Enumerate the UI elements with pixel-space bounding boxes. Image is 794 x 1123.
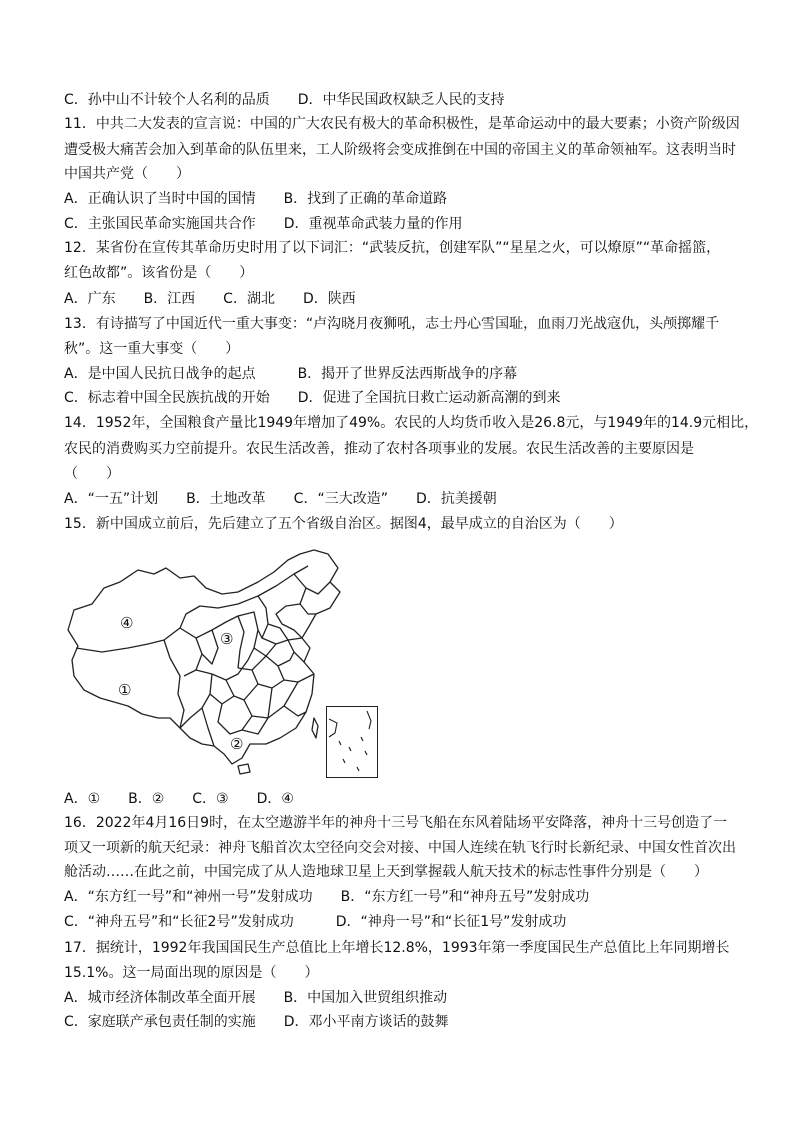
text-line: 中国共产党（ ）	[64, 166, 190, 182]
text-line: 11．中共二大发表的宣言说：中国的广大农民有极大的革命积极性，是革命运动中的最大要素；小资产阶级因	[64, 116, 740, 132]
text-line: 15．新中国成立前后，先后建立了五个省级自治区。据图4，最早成立的自治区为（ ）	[64, 516, 623, 532]
text-line: 17．据统计，1992年我国国民生产总值比上年增长12.8%，1993年第一季度国民生产总值比上年同期增长	[64, 940, 730, 956]
text-line: A．正确认识了当时中国的国情 B．找到了正确的革命道路	[64, 191, 448, 207]
text-line: 舱活动……在此之前，中国完成了从人造地球卫星上天到掌握载人航天技术的标志性事件分别是（ ）	[64, 864, 708, 880]
text-line: C．“神舟五号”和“长征2号”发射成功 D．“神舟一号”和“长征1号”发射成功	[64, 914, 567, 930]
hainan-shape	[238, 764, 250, 774]
region-label-1: ①	[118, 681, 132, 699]
south-china-sea-inset	[326, 706, 378, 778]
text-line: 12．某省份在宣传其革命历史时用了以下词汇：“武装反抗，创建军队”“星星之火，可以燎原”“革命摇篮，	[64, 240, 721, 256]
text-line: C．孙中山不计较个人名利的品质 D．中华民国政权缺乏人民的支持	[64, 92, 505, 108]
text-line: A．“东方红一号”和“神州一号”发射成功 B．“东方红一号”和“神舟五号”发射成功	[64, 889, 590, 905]
inset-map	[327, 707, 377, 777]
taiwan-shape	[312, 718, 318, 738]
text-line: A．城市经济体制改革全面开展 B．中国加入世贸组织推动	[64, 990, 448, 1006]
text-line: C．家庭联产承包责任制的实施 D．邓小平南方谈话的鼓舞	[64, 1014, 449, 1030]
region-label-2: ②	[230, 735, 244, 753]
text-line: C．标志着中国全民族抗战的开始 D．促进了全国抗日救亡运动新高潮的到来	[64, 390, 561, 406]
text-line: 14．1952年，全国粮食产量比1949年增加了49%。农民的人均货币收入是26.8元，与1949年的14.9元相比，	[64, 415, 759, 431]
text-line: 农民的消费购买力空前提升。农民生活改善，推动了农村各项事业的发展。农民生活改善的主要原因是	[64, 441, 694, 457]
text-line: A．是中国人民抗日战争的起点 B．揭开了世界反法西斯战争的序幕	[64, 366, 518, 382]
text-line: C．主张国民革命实施国共合作 D．重视革命武装力量的作用	[64, 216, 463, 232]
text-line: 项又一项新的航天纪录：神舟飞船首次太空径向交会对接、中国人连续在轨飞行时长新纪录、中国女性首次出	[64, 840, 736, 856]
text-line: 13．有诗描写了中国近代一重大事变：“卢沟晓月夜狮吼，志士丹心雪国耻，血雨刀光战寇仇，头颅掷耀千	[64, 316, 720, 332]
text-line: 秋”。这一重大事变（ ）	[64, 341, 240, 357]
text-line: A．广东 B．江西 C．湖北 D．陕西	[64, 291, 356, 307]
text-line: 遭受极大痛苦会加入到革命的队伍里来，工人阶级将会变成推倒在中国的帝国主义的革命领袖军。这表明当时	[64, 142, 736, 158]
text-line: 16．2022年4月16日9时，在太空遨游半年的神舟十三号飞船在东风着陆场平安降落，神舟十三号创造了一	[64, 815, 728, 831]
region-label-3: ③	[220, 630, 234, 648]
text-line: 红色故都”。该省份是（ ）	[64, 265, 254, 281]
text-line: A．① B．② C．③ D．④	[64, 791, 294, 807]
text-line: （ ）	[64, 466, 120, 482]
text-line: 15.1%。这一局面出现的原因是（ ）	[64, 965, 319, 981]
text-line: A．“一五”计划 B．土地改革 C．“三大改造” D．抗美援朝	[64, 491, 497, 507]
region-label-4: ④	[120, 614, 134, 632]
